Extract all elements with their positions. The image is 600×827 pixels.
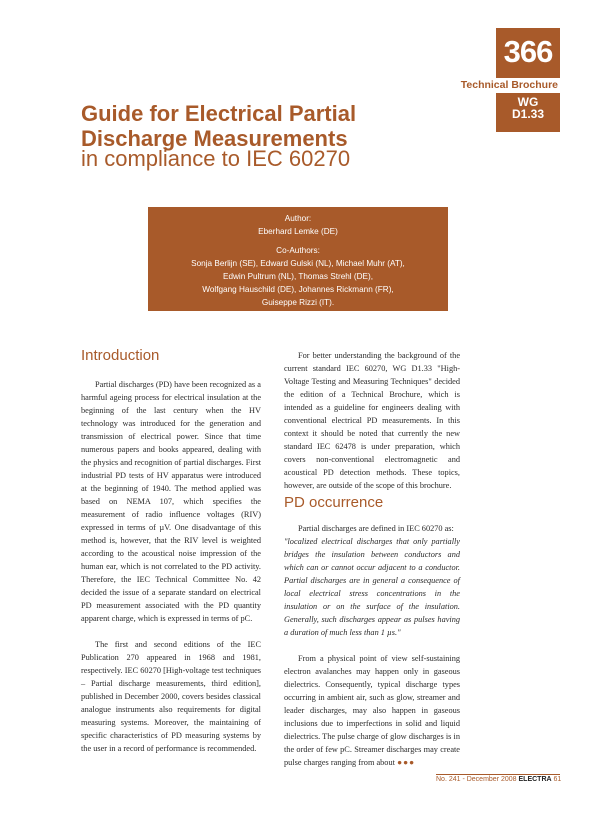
authors-box: [148, 207, 448, 311]
working-group-line1: WG: [517, 95, 539, 109]
definition-quote: "localized electrical discharges that only partially bridges the insulation between conductors and which can or cannot occur adjacent to a conductor. Partial discharges are in general a consequence of local electrical stress concentrations in the insulation or on the surface of the insulation. Generally, such discharges appear as pulses having a duration of much less than 1 µs.": [284, 537, 460, 637]
left-column: [81, 378, 261, 768]
occurrence-paragraph: [284, 652, 460, 769]
page-number: 61: [553, 776, 562, 783]
page-footer: [436, 774, 560, 783]
coauthor-line: Edwin Pultrum (NL), Thomas Strehl (DE),: [223, 272, 373, 281]
continuation-marker: ●●●: [396, 758, 416, 767]
working-group: [500, 96, 556, 120]
right-column-bottom: [284, 522, 460, 782]
working-group-line2: D1.33: [511, 107, 545, 121]
intro-paragraph: The first and second editions of the IEC Publication 270 appeared in 1968 and 1981, respectively. IEC 60270 [High-voltage test techniques – Partial discharge measurements, third edition], published in December 2000, covers besides classical analogue instruments also requirements for digital measuring systems. Moreover, the maintaining of specific characteristics of PD measuring systems by the user in a record of performance is recommended.: [81, 640, 261, 753]
intro-paragraph: For better understanding the background of the current standard IEC 60270, WG D1.33 "High-Voltage Testing and Measuring Techniques" decided the edition of a Technical Brochure, which is intended as a guideline for engineers dealing with conventional electrical PD measurements. In this context it should be noted that currently the new standard IEC 62478 is under preparation, which covers non-conventional electromagnetic and acoustical PD detection methods. These topics, however, are outside of the scope of this brochure.: [284, 351, 460, 490]
coauthor-heading: Co-Authors:: [276, 246, 320, 255]
article-title: Guide for Electrical Partial Discharge Measurements: [81, 101, 357, 151]
magazine-name: ELECTRA: [518, 776, 552, 783]
article-subtitle: in compliance to IEC 60270: [81, 146, 351, 171]
pd-occurrence-heading: PD occurrence: [284, 494, 384, 511]
brochure-number: 366: [503, 34, 553, 69]
occurrence-text: From a physical point of view self-sustaining electron avalanches may happen only in gaseous dielectrics. Consequently, typical discharge types occurring in ambient air, such as glow, streamer and leader discharges, may also happen in gaseous inclusions due to imperfections in solid and liquid dielectrics. The pulse charge of glow discharges is in the order of few pC. Streamer discharges may create pulse charges ranging from about: [284, 654, 460, 767]
introduction-heading: Introduction: [81, 347, 160, 364]
brochure-type-label: Technical Brochure: [436, 78, 560, 93]
coauthor-line: Guiseppe Rizzi (IT).: [261, 298, 335, 307]
right-column-top: [284, 349, 460, 505]
intro-paragraph: Partial discharges (PD) have been recognized as a harmful ageing process for electrical insulation at the beginning of the last century when the HV technology was introduced for the generation and transmission of electrical power. Since that time numerous papers and books appeared, dealing with the physics and recognition of partial discharges. First industrial PD tests of HV apparatus were introduced at the beginning of 1940. The method applied was based on NEMA 107, which specifies the measurement of radio influence voltages (RIV) expressed in terms of µV. One disadvantage of this method is, however, that the RIV level is weighted according to the acoustical noise impression of the human ear, which is not correlated to the PD activity. Therefore, the IEC Technical Committee No. 42 decided the issue of a separate standard on electrical PD measurement associated with the PD quantity apparent charge, which is expressed in terms of pC.: [81, 380, 261, 623]
occurrence-intro: Partial discharges are defined in IEC 60270 as:: [298, 524, 454, 533]
author-name: Eberhard Lemke (DE): [258, 227, 338, 236]
coauthor-line: Wolfgang Hauschild (DE), Johannes Rickmann (FR),: [202, 285, 394, 294]
coauthor-line: Sonja Berlijn (SE), Edward Gulski (NL), Michael Muhr (AT),: [191, 259, 405, 268]
author-heading: Author:: [284, 214, 312, 223]
issue-info: No. 241 - December 2008: [436, 776, 517, 783]
